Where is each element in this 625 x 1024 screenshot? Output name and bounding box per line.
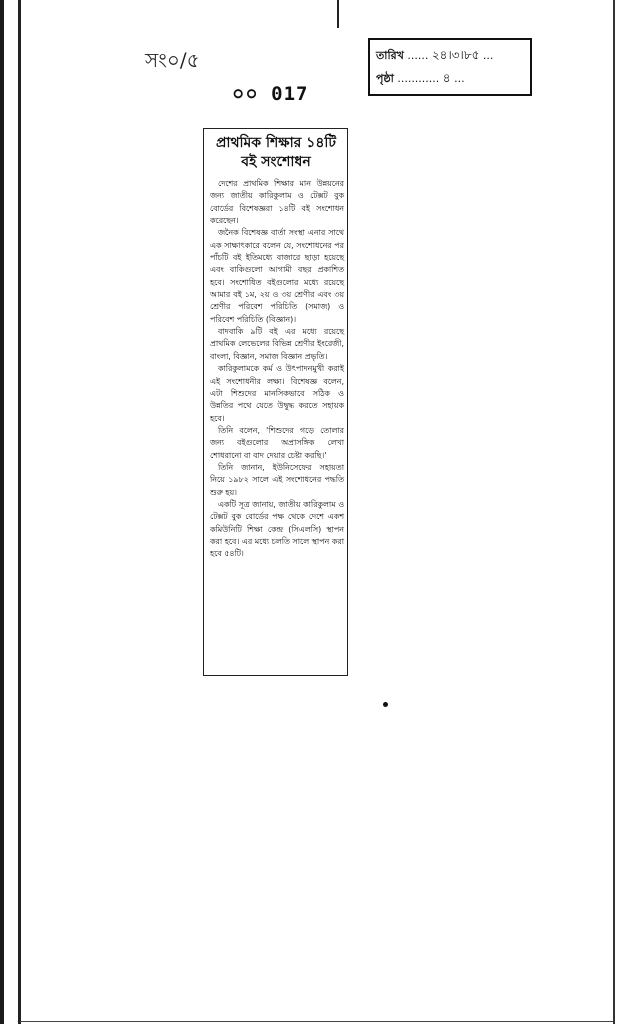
archive-stamp-code: ০০ 017 [232, 83, 309, 105]
handwritten-note: সং০/৫ [145, 48, 200, 72]
article-paragraph: তিনি বলেন, 'শিশুদের গড়ে তোলার জন্য বইগুলোর অপ্রাসঙ্গিক লেখা শোধরানো বা বাদ দেয়ার চেষ্টা করছি।' [210, 425, 344, 460]
date-row: তারিখ ...... ২৪।৩।৮৫ ... [376, 48, 494, 62]
article-paragraph: দেশের প্রাথমিক শিক্ষার মান উন্নয়নের জন্য জাতীয় কারিকুলাম ও টেক্সট বুক বোর্ডের বিশেষজ্ঞরা ১৪টি বই সংশোধন করেছেন। [210, 179, 344, 226]
bottom-page-edge [20, 1021, 613, 1022]
page-row: পৃষ্ঠা ............ ৪ ... [376, 71, 465, 85]
right-page-edge [613, 0, 615, 1024]
article-paragraph: একটি সূত্র জানায়, জাতীয় কারিকুলাম ও টেক্সট বুক বোর্ডের পক্ষ থেকে দেশে একশ কমিউনিটি শিক্ষা কেন্দ্র (সিএলসি) স্থাপন করা হবে। এর মধ্যে চলতি সালে স্থাপন করা হবে ৫৪টি। [210, 499, 344, 559]
left-page-edge [0, 0, 30, 1024]
headline-line-1: প্রাথমিক শিক্ষার ১৪টি [215, 135, 337, 151]
article-headline [210, 134, 342, 172]
date-value: ২৪।৩।৮৫ [431, 48, 480, 62]
article-paragraph: তিনি জানান, ইউনিসেফের সহায়তা নিয়ে ১৯৮২ সালে এই সংশোধনের পদ্ধতি শুরু হয়। [210, 462, 344, 497]
article-paragraph: বাদবাকি ৯টি বই এর মধ্যে রয়েছে প্রাথমিক লেভেলের বিভিন্ন শ্রেণীর ইংরেজী, বাংলা, বিজ্ঞান, সমাজ বিজ্ঞান প্রভৃতি। [210, 327, 344, 361]
date-label: তারিখ [376, 49, 404, 62]
article-paragraph: জনৈক বিশেষজ্ঞ বার্তা সংস্থা এনার সাথে এক সাক্ষাৎকারে বলেন যে, সংশোধনের পর পাঁচটি বই ইতিমধ্যে বাজারে ছাড়া হয়েছে এবং বাকিগুলো আগামী বছর প্রকাশিত হবে। সংশোধিত বইগুলোর মধ্যে রয়েছে আমার বই ১ম, ২য় ও ৩য় শ্রেণীর এবং ৩য় শ্রেণীর পরিবেশ পরিচিতি (সমাজ) ও পরিবেশ পরিচিতি (বিজ্ঞান)। [210, 228, 344, 324]
date-stamp-box [368, 38, 532, 96]
ink-speck [383, 702, 388, 707]
top-binding-mark [337, 0, 339, 28]
article-body [210, 178, 344, 561]
article-paragraph: কারিকুলামকে কর্ম ও উৎপাদনমুখী করাই এই সংশোধনীর লক্ষ্য। বিশেষজ্ঞ বলেন, এটা শিশুদের মানসিকভাবে সঠিক ও উন্নতির পথে যেতে উদ্বুদ্ধ করতে সহায়ক হবে। [210, 364, 344, 423]
headline-line-2: বই সংশোধন [241, 154, 311, 170]
page-label: পৃষ্ঠা [376, 72, 394, 85]
page-value: ৪ [442, 71, 451, 85]
